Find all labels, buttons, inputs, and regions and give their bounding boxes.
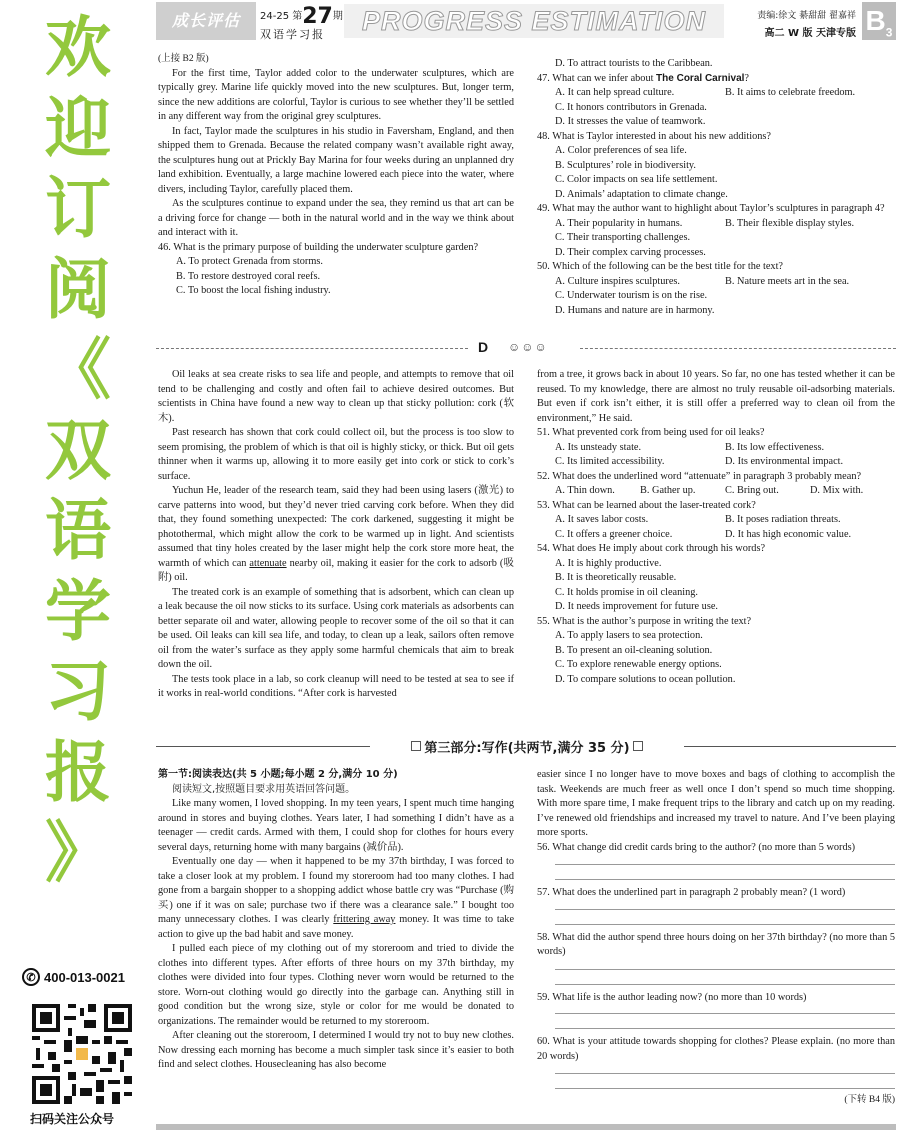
paragraph: For the first time, Taylor added color to the underwater sculptures, which are typically grey. Marine life quickly moved into the new sculptures. But, longer term, since the new additions are colorful, Taylor is curious to see whether they’ll be settled in any different way from the original grey sculptures. [158, 67, 514, 122]
continued-note: (下转 B4 版) [844, 1095, 895, 1105]
instruction: 阅读短文,按照题目要求用英语回答问题。 [172, 783, 356, 795]
option: D. It stresses the value of teamwork. [555, 116, 706, 127]
paragraph: from a tree, it grows back in about 10 years. So far, no one has tested whether it can be reused. To my knowledge, there are almost no truly reusable oil-adsorbing materials. But even if cork isn’t either, it is still offer a preferred way to clean oil from the environment,” He said. [537, 369, 895, 424]
phone-icon: ✆ [22, 968, 40, 986]
question-48: 48. What is Taylor interested in about his new additions? [537, 130, 771, 142]
footer-bar [156, 1124, 896, 1130]
question-59: 59. What life is the author leading now? (no more than 10 words) [537, 991, 807, 1003]
option-row [555, 528, 895, 543]
mid-left-column [158, 368, 514, 702]
mid-right-column [537, 368, 895, 687]
paragraph: The treated cork is an example of something that is adsorbent, which can clean up a leak because the oil now sticks to its surface. Using cork materials as adsorbents can better separate oil and water, allowing people to recover some of the oil so that it can be used. Oil leaks can kill sea life, and today, to clean up a leak, sailors often remove oil from the water’s surface as they apply some harmful chemicals that aim to break down the oil. [158, 586, 514, 670]
paragraph-text: money. It was time to take action to give up the bad habit and save money. [158, 914, 515, 940]
issue-num: 27 [302, 4, 333, 29]
option: C. It holds promise in oil cleaning. [555, 586, 698, 598]
option: B. Its low effectiveness. [725, 441, 825, 453]
paragraph-text: Eventually one day — when it happened to be my 37th birthday, I was forced to take a closer look at my problem. I found my storeroom had too many clothes. I had gone from a bargain shopper to a shopping addict whose battle cry was “Purchase (购买) one if it was on sale; purchase two if there was a clearance sale.” I bought too many unnecessary clothes. I was clearly [158, 856, 514, 925]
promo-char: 》 [45, 814, 111, 891]
dashed-rule [156, 348, 468, 349]
promo-char: 语 [45, 492, 111, 569]
promo-char: 学 [45, 572, 111, 650]
option-row [555, 217, 895, 232]
rule [684, 746, 896, 747]
option: A. Culture inspires sculptures. [555, 275, 680, 287]
promo-char: 双 [45, 411, 111, 489]
option: C. To explore renewable energy options. [555, 659, 722, 670]
option: A. To protect Grenada from storms. [176, 256, 323, 267]
qr-caption: 扫码关注公众号 [30, 1112, 115, 1126]
option-row [555, 275, 895, 290]
difficulty-icon: ☺☺☺ [508, 340, 548, 354]
question-56: 56. What change did credit cards bring to the author? (no more than 5 words) [537, 841, 856, 853]
promo-char: 习 [45, 653, 111, 730]
question-55: 55. What is the author’s purpose in writing the text? [537, 615, 752, 627]
option: B. It is theoretically reusable. [555, 572, 677, 583]
dashed-rule [580, 348, 896, 349]
paragraph [158, 855, 514, 942]
question-49: 49. What may the author want to highlight about Taylor’s sculptures in paragraph 4? [537, 203, 885, 214]
option: A. It is highly productive. [555, 557, 662, 569]
promo-char: 阅 [45, 250, 111, 328]
paper-name: 双语学习报 [260, 28, 325, 41]
paragraph: The tests took place in a lab, so cork cleanup will need to be tested at sea to see if it works in real-world conditions. “After cork is harvested [158, 673, 514, 699]
paragraph: easier since I no longer have to move boxes and bags of clothing to accomplish the task. Weekends are much freer as well once I don’t spend so much time shopping. With more spare time, I make frequent trips to the library and catch up on my reading. I’ve renewed old friendships and increased my travel to nature. And I’ve been playing more sports. [537, 769, 895, 838]
promo-char: 报 [45, 733, 111, 811]
question-50: 50. Which of the following can be the best title for the text? [537, 261, 784, 272]
bottom-right-column [537, 768, 895, 1108]
option: D. Its environmental impact. [725, 456, 844, 467]
option: D. To attract tourists to the Caribbean. [555, 58, 713, 69]
underlined-word: attenuate [249, 557, 287, 569]
option: A. Thin down. [555, 485, 615, 496]
question-57: 57. What does the underlined part in paragraph 2 probably mean? (1 word) [537, 887, 846, 898]
option: D. Animals’ adaptation to climate change. [555, 188, 728, 200]
question-51: 51. What prevented cork from being used for oil leaks? [537, 427, 765, 438]
option: B. To restore destroyed coral reefs. [176, 270, 321, 282]
phone-number [22, 968, 125, 986]
option: B. Gather up. [640, 485, 696, 496]
option: B. Nature meets art in the sea. [725, 275, 850, 287]
paragraph-text: Yuchun He, leader of the research team, said they had been using lasers (激光) to carve patterns into wood, but they’d never tried carving cork before. When they did that, they found something unexpected: The cork darkened, suggesting it might be photothermal, which might allow the cork to be warmed up in light. And scientists assumed that tiny holes created by the laser might help the cork store more heat, the warmth of which can [158, 485, 514, 569]
top-right-column [537, 57, 895, 318]
column-logo: 成长评估 [156, 2, 256, 40]
rule [156, 746, 370, 747]
promo-char: 《 [45, 331, 111, 408]
option: B. To present an oil-cleaning solution. [555, 644, 713, 656]
question-46: 46. What is the primary purpose of building the underwater sculpture garden? [158, 241, 479, 253]
option: B. It aims to celebrate freedom. [725, 87, 856, 98]
option: D. To compare solutions to ocean pollution. [555, 673, 736, 685]
option-row [555, 86, 895, 101]
page-letter: B [865, 5, 886, 36]
option: A. Color preferences of sea life. [555, 145, 687, 156]
paragraph: I pulled each piece of my clothing out of my storeroom and tried to divide the clothes into different types. After efforts of three hours on my 37th birthday, my clothes were divided into four types. Clothing never worn would be returned to the store. Worn-out clothing would go directly into the garbage can. Anything still in good condition but the wrong size, style or color for me would be donated to organizations. The remainder would be returned to my storeroom. [158, 943, 514, 1027]
option: A. Their popularity in humans. [555, 217, 683, 229]
qr-code[interactable] [32, 1004, 132, 1104]
paragraph: Oil leaks at sea create risks to sea life and people, and attempts to remove that oil tend to be challenging and costly and often fail to achieve desired outcomes. But scientists in China have found a new way to clean up that sticky pollution: cork (软木). [158, 369, 514, 424]
option: C. To boost the local fishing industry. [176, 285, 331, 296]
question-52: 52. What does the underlined word “attenuate” in paragraph 3 probably mean? [537, 470, 862, 482]
edition: 高二 W 版 天津专版 [764, 28, 856, 39]
option: C. Color impacts on sea life settlement. [555, 174, 718, 185]
option: A. To apply lasers to sea protection. [555, 630, 703, 641]
option: B. Their flexible display styles. [725, 217, 855, 229]
continued-note: (上接 B2 版) [158, 54, 209, 64]
promo-char: 迎 [45, 89, 111, 167]
option: C. Its limited accessibility. [555, 456, 665, 467]
option: C. It offers a greener choice. [555, 528, 673, 540]
bottom-left-column [158, 768, 514, 1073]
issue-prefix: 第 [292, 11, 303, 22]
paragraph: Like many women, I loved shopping. In my teen years, I spent much time hanging around in stores and buying clothes. Years later, I had something I didn’t have as a teenager — credit cards. Armed with them, I could shop for clothes for hours every several days, returning home with many bargains (减价品). [158, 798, 514, 853]
paragraph: In fact, Taylor made the sculptures in his studio in Faversham, England, and then shipped them to Grenada. Because the related company wasn’t available right away, the sculptures hung out at Prickly Bay Marina for four weeks during an unplanned dry land exhibition. Eventually, a large machine lowered each piece into the water, where divers, including Taylor, carefully placed them. [158, 125, 514, 195]
question-58: 58. What did the author spend three hours doing on her 37th birthday? (no more than 5 words) [537, 931, 895, 957]
promo-char: 欢 [45, 9, 111, 86]
option: D. Their complex carving processes. [555, 246, 706, 258]
top-left-column [158, 52, 514, 299]
question-title: The Coral Carnival [656, 72, 745, 84]
paragraph: As the sculptures continue to expand under the sea, they remind us that art can be a driving force for change — both in the natural world and in the way we think about and interact with it. [158, 198, 514, 238]
option-row [555, 441, 895, 456]
paragraph: Past research has shown that cork could collect oil, but the process is too slow to seem promising, the problem of which is that oil is highly sticky, or thick. But oil gets thinner when it warms up, allowing it to more easily get into cork or stick to cork’s surface. [158, 427, 514, 482]
option: C. Their transporting challenges. [555, 232, 691, 243]
question-text: 47. What can we infer about [537, 72, 654, 84]
section-label: D [478, 339, 489, 355]
section-heading: 第一节:阅读表达(共 5 小题;每小题 2 分,满分 10 分) [158, 769, 398, 780]
option-row [555, 484, 895, 499]
section-d-divider [156, 339, 896, 355]
header-banner: PROGRESS ESTIMATION [344, 4, 724, 38]
option: D. Mix with. [810, 485, 864, 496]
question-text: ? [744, 72, 749, 84]
paragraph-text: nearby oil, making it easier for the cork to adsorb (吸附) oil. [158, 557, 514, 583]
page-header [156, 2, 896, 46]
option: A. It can help spread culture. [555, 87, 675, 98]
option: B. Sculptures’ role in biodiversity. [555, 159, 696, 171]
option: D. It needs improvement for future use. [555, 601, 718, 612]
editors: 责编:徐文 綦甜甜 翟嘉祥 [757, 11, 856, 21]
option: B. It poses radiation threats. [725, 514, 841, 525]
issue-suffix: 期 [332, 11, 343, 22]
question-54: 54. What does He imply about cork through his words? [537, 543, 766, 554]
option: C. Bring out. [725, 485, 779, 496]
square-icon [633, 741, 643, 751]
part3-header [156, 737, 896, 757]
square-icon [411, 741, 421, 751]
question-60: 60. What is your attitude towards shopping for clothes? Please explain. (no more than 20 words) [537, 1036, 895, 1062]
paragraph: After cleaning out the storeroom, I determined I would try not to buy new clothes. Now dressing each morning has become a much simpler task since it’s easier to both find and select clothes. Housecleaning has also become [158, 1030, 514, 1070]
option-row [555, 513, 895, 528]
part3-title [382, 737, 672, 756]
option: C. Underwater tourism is on the rise. [555, 290, 708, 301]
page-digit: 3 [885, 25, 893, 40]
option: D. It has high economic value. [725, 528, 852, 540]
question-47 [537, 72, 895, 87]
paragraph [158, 484, 514, 586]
issue-year: 24-25 [260, 11, 290, 22]
underlined-phrase: frittering away [333, 914, 396, 925]
option: A. Its unsteady state. [555, 441, 642, 453]
option: A. It saves labor costs. [555, 514, 649, 525]
part3-title-text: 第三部分:写作(共两节,满分 35 分) [424, 741, 630, 756]
option-row [555, 455, 895, 470]
promo-slogan [28, 8, 128, 894]
page-number [862, 2, 896, 40]
promo-band [0, 0, 148, 1134]
option: C. It honors contributors in Grenada. [555, 101, 707, 113]
promo-char: 订 [45, 170, 111, 247]
phone-text: 400-013-0021 [44, 969, 125, 985]
option: D. Humans and nature are in harmony. [555, 304, 715, 316]
question-53: 53. What can be learned about the laser-treated cork? [537, 499, 756, 511]
